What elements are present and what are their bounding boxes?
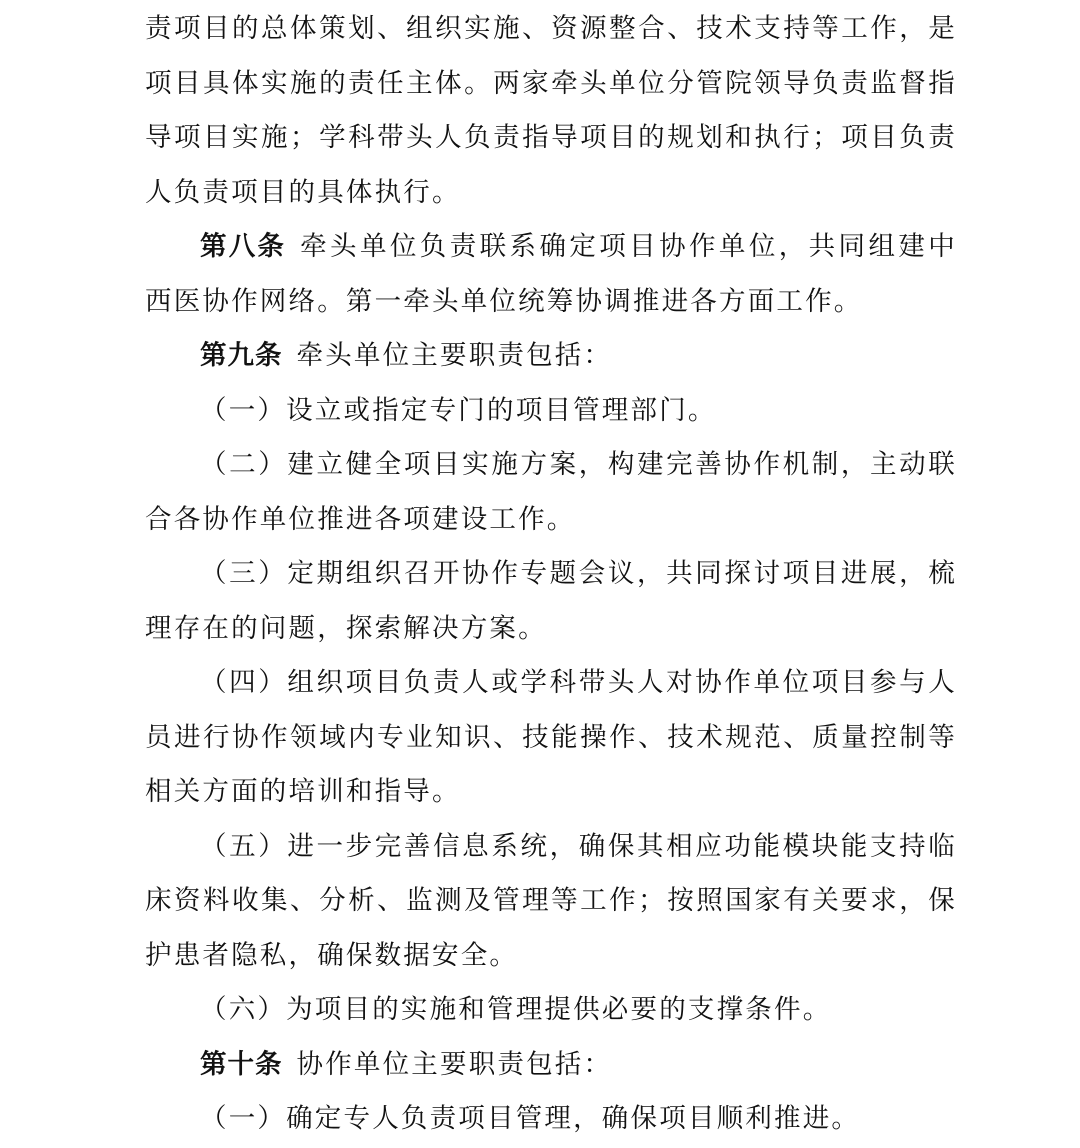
- text-line: 床资料收集、分析、监测及管理等工作；按照国家有关要求，保: [145, 885, 957, 916]
- article-heading: 第十条: [200, 1049, 283, 1080]
- list-item: （二）建立健全项目实施方案，构建完善协作机制，主动联: [200, 449, 957, 480]
- article-text: 牵头单位负责联系确定项目协作单位，共同组建中: [300, 231, 957, 262]
- article-heading: 第八条: [200, 231, 287, 262]
- text-line: 合各协作单位推进各项建设工作。: [145, 504, 576, 535]
- text-line: 导项目实施；学科带头人负责指导项目的规划和执行；项目负责: [145, 122, 957, 153]
- article-8-first-line: [200, 227, 957, 267]
- list-item: （三）定期组织召开协作专题会议，共同探讨项目进展，梳: [200, 558, 957, 589]
- article-text: 协作单位主要职责包括：: [296, 1049, 613, 1080]
- text-line: 人负责项目的具体执行。: [145, 177, 461, 208]
- article-heading: 第九条: [200, 340, 283, 371]
- text-line: 西医协作网络。第一牵头单位统筹协调推进各方面工作。: [145, 286, 863, 317]
- text-line: 项目具体实施的责任主体。两家牵头单位分管院领导负责监督指: [145, 68, 957, 99]
- list-item: （四）组织项目负责人或学科带头人对协作单位项目参与人: [200, 667, 957, 698]
- text-line: 员进行协作领域内专业知识、技能操作、技术规范、质量控制等: [145, 722, 957, 753]
- article-9-first-line: [200, 336, 957, 376]
- text-line: 护患者隐私，确保数据安全。: [145, 940, 519, 971]
- list-item: （六）为项目的实施和管理提供必要的支撑条件。: [200, 994, 832, 1025]
- article-text: 牵头单位主要职责包括：: [296, 340, 613, 371]
- text-line: 责项目的总体策划、组织实施、资源整合、技术支持等工作，是: [145, 13, 957, 44]
- list-item: （一）确定专人负责项目管理，确保项目顺利推进。: [200, 1103, 861, 1134]
- text-line: 理存在的问题，探索解决方案。: [145, 613, 547, 644]
- text-line: 相关方面的培训和指导。: [145, 776, 461, 807]
- article-10-first-line: [200, 1045, 957, 1085]
- list-item: （五）进一步完善信息系统，确保其相应功能模块能支持临: [200, 831, 957, 862]
- list-item: （一）设立或指定专门的项目管理部门。: [200, 395, 717, 426]
